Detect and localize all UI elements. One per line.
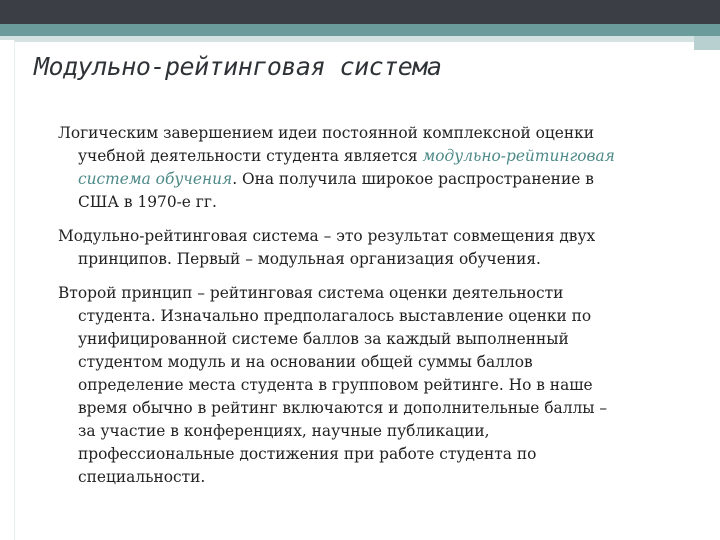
- paragraph-1: [58, 122, 628, 214]
- slide-body: [58, 122, 628, 500]
- header-accent-line: [0, 42, 580, 46]
- paragraph-1-highlight: модульно-рейтинговая система обучения: [78, 147, 615, 188]
- header-dark-band: [0, 0, 720, 24]
- header-teal-band: [0, 24, 720, 36]
- paragraph-3: Второй принцип – рейтинговая система оценки деятельности студента. Изначально предполагалось выставление оценки по унифицированной системе баллов за каждый выполненный студентом модуль и на основании общей суммы баллов определение места студента в групповом рейтинге. Но в наше время обычно в рейтинг включаются и дополнительные баллы – за участие в конференциях, научные публикации, профессиональные достижения при работе студента по специальности.: [58, 284, 608, 486]
- header-decoration: [0, 0, 720, 40]
- paragraph-1-lead: Логическим завершением идеи постоянной комплексной оценки учебной деятельности студента является: [58, 124, 595, 165]
- paragraph-1-tail: . Она получила широкое распространение в США в 1970-е гг.: [78, 170, 594, 211]
- left-margin-strip: [0, 40, 15, 540]
- paragraph-2: Модульно-рейтинговая система – это результат совмещения двух принципов. Первый – модульная организация обучения.: [58, 227, 596, 268]
- slide-title: Модульно-рейтинговая система: [34, 52, 442, 81]
- header-right-tab: [694, 36, 720, 50]
